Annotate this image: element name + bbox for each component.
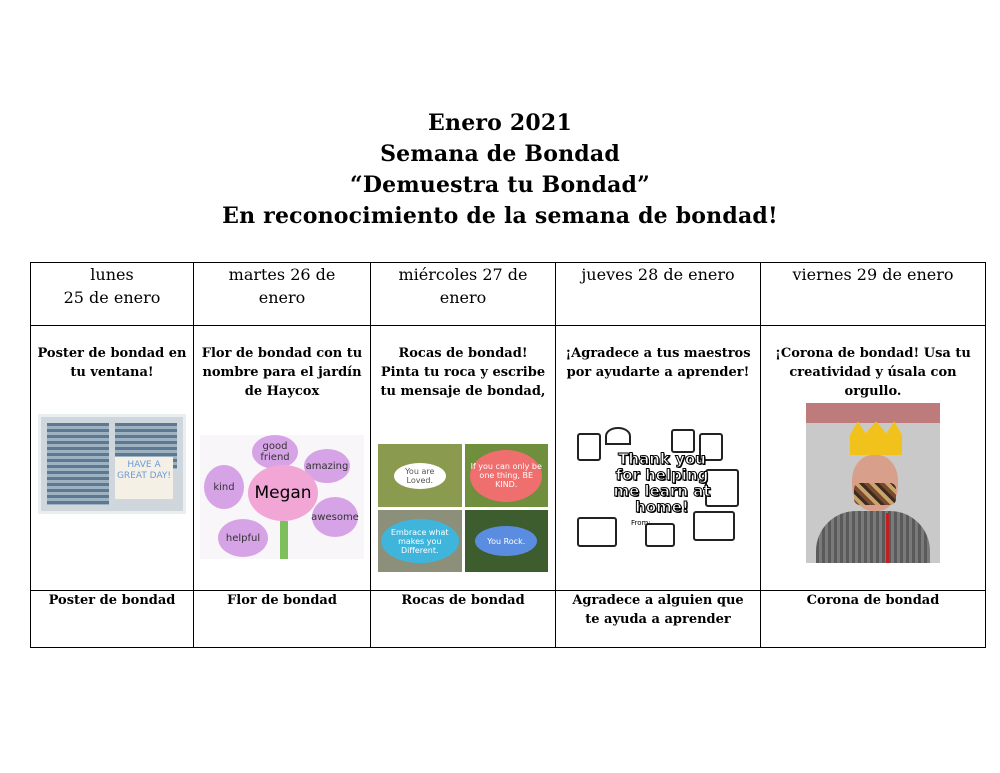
day-header-friday: viernes 29 de enero xyxy=(761,263,986,326)
flower-petal: kind xyxy=(204,465,244,509)
day-header-wednesday: miércoles 27 de enero xyxy=(371,263,556,326)
flower-petal: helpful xyxy=(218,519,268,557)
summary-friday: Corona de bondad xyxy=(761,590,986,647)
summary-monday: Poster de bondad xyxy=(31,590,194,647)
summary-thursday: Agradece a alguien que te ayuda a aprender xyxy=(556,590,761,647)
kindness-week-calendar xyxy=(30,262,986,648)
summary-row xyxy=(31,590,986,647)
painted-rocks-photo xyxy=(378,444,548,572)
window-poster-photo xyxy=(38,414,186,514)
activity-description: ¡Agradece a tus maestros por ayudarte a aprender! xyxy=(565,346,751,381)
day-header-monday: lunes 25 de enero xyxy=(31,263,194,326)
activity-row xyxy=(31,326,986,590)
flower-petal: amazing xyxy=(304,449,350,483)
rock-message: You Rock. xyxy=(475,526,537,556)
activity-description: Flor de bondad con tu nombre para el jardín de Haycox xyxy=(201,346,363,400)
activity-cell-thursday xyxy=(556,326,761,590)
page-title xyxy=(0,108,1000,232)
rock-message: You are Loved. xyxy=(394,463,446,489)
day-header-tuesday: martes 26 de enero xyxy=(194,263,371,326)
flower-center-name: Megan xyxy=(248,465,318,521)
title-line-3: “Demuestra tu Bondad” xyxy=(349,172,650,198)
day-header-row xyxy=(31,263,986,326)
poster-sign-text: HAVE A GREAT DAY! xyxy=(115,457,173,499)
rock-message: If you can only be one thing, BE KIND. xyxy=(470,450,542,502)
thank-you-coloring-sheet xyxy=(575,425,741,553)
activity-description: ¡Corona de bondad! Usa tu creatividad y úsala con orgullo. xyxy=(775,346,971,400)
title-line-4: En reconocimiento de la semana de bondad! xyxy=(222,203,778,229)
day-header-thursday: jueves 28 de enero xyxy=(556,263,761,326)
title-line-1: Enero 2021 xyxy=(428,110,572,136)
kindness-flower-image xyxy=(200,435,364,559)
rock-message: Embrace what makes you Different. xyxy=(381,519,459,563)
title-line-2: Semana de Bondad xyxy=(380,141,620,167)
activity-cell-monday xyxy=(31,326,194,590)
crown-icon xyxy=(850,421,902,455)
summary-tuesday: Flor de bondad xyxy=(194,590,371,647)
activity-cell-wednesday xyxy=(371,326,556,590)
activity-cell-tuesday xyxy=(194,326,371,590)
flower-petal: good friend xyxy=(252,435,298,469)
summary-wednesday: Rocas de bondad xyxy=(371,590,556,647)
thank-you-message: Thank you for helping me learn at home! xyxy=(613,450,711,517)
activity-description: Poster de bondad en tu ventana! xyxy=(37,346,187,381)
from-label: From: xyxy=(631,519,651,528)
flower-petal: awesome xyxy=(312,497,358,537)
kindness-crown-photo xyxy=(806,403,940,563)
activity-cell-friday xyxy=(761,326,986,590)
activity-description: Rocas de bondad! Pinta tu roca y escribe tu mensaje de bondad, xyxy=(380,346,546,400)
